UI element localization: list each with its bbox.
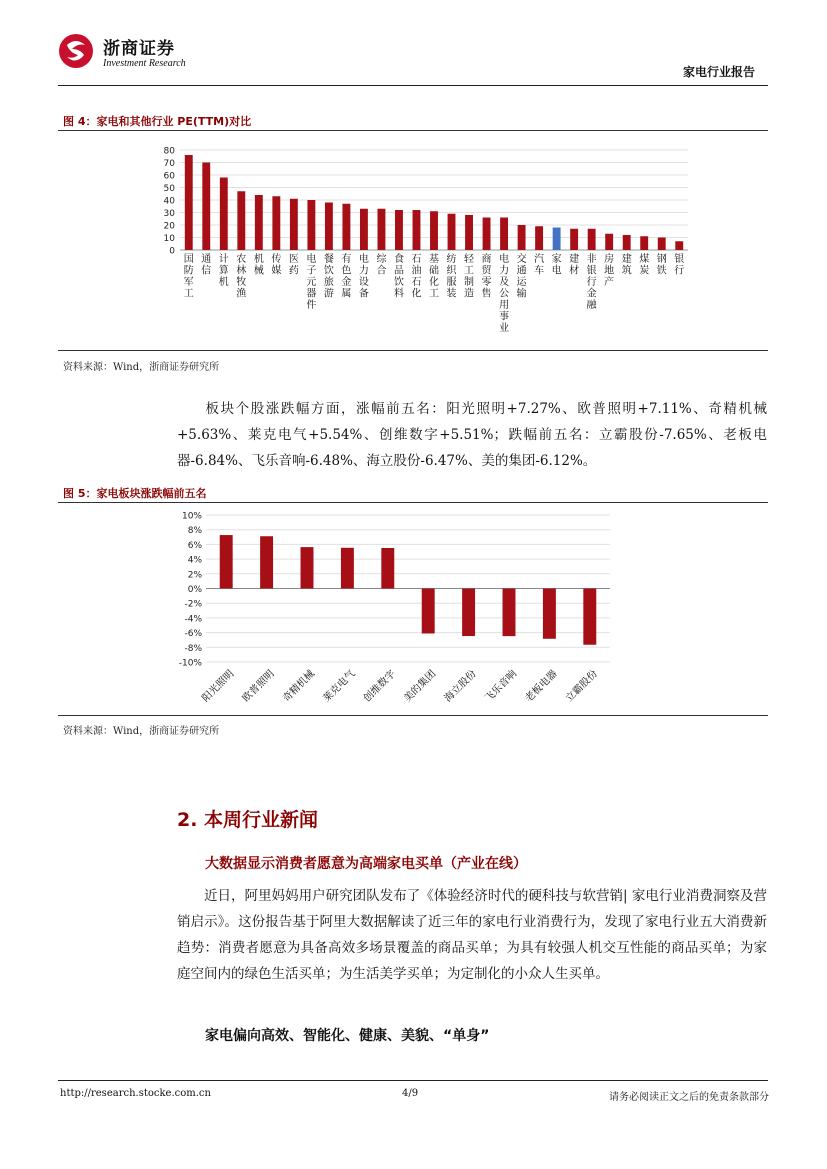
x-tick-label: 欧普照明 bbox=[240, 668, 277, 705]
performance-text: 板块个股涨跌幅方面，涨幅前五名：阳光照明+7.27%、欧普照明+7.11%、奇精机械+5.63%、莱克电气+5.54%、创维数字+5.51%；跌幅前五名：立霸股份-7.65%、老板电器-6.84%、飞乐音响-6.48%、海立股份-6.47%、美的集团-6.12%。 bbox=[177, 401, 767, 469]
bar bbox=[360, 209, 368, 250]
bar bbox=[301, 547, 314, 588]
y-tick-label: 60 bbox=[163, 171, 175, 182]
x-tick-label: 创维数字 bbox=[361, 668, 398, 705]
x-tick-label: 石油石化 bbox=[411, 254, 422, 300]
brand-tagline: Investment Research bbox=[103, 58, 186, 69]
bar bbox=[272, 196, 280, 250]
x-tick-label: 奇精机械 bbox=[281, 668, 318, 705]
footer-url: http://research.stocke.com.cn bbox=[60, 1088, 211, 1099]
y-tick-label: 0% bbox=[187, 585, 202, 595]
x-tick-label: 餐饮旅游 bbox=[323, 254, 334, 300]
figure4-source: 资料来源：Wind，浙商证券研究所 bbox=[63, 362, 220, 373]
x-tick-label: 电力设备 bbox=[358, 254, 369, 300]
y-tick-label: 8% bbox=[187, 526, 202, 537]
x-tick-label: 传媒 bbox=[271, 254, 282, 277]
y-tick-label: 70 bbox=[163, 159, 175, 169]
x-tick-label: 莱克电气 bbox=[321, 668, 358, 705]
x-tick-label: 钢铁 bbox=[656, 254, 667, 277]
x-tick-label: 汽车 bbox=[534, 254, 545, 277]
bar bbox=[588, 229, 596, 250]
x-tick-label: 农林牧渔 bbox=[236, 254, 247, 300]
bar bbox=[623, 235, 631, 250]
x-tick-label: 煤炭 bbox=[639, 254, 650, 277]
figure4-chart bbox=[150, 140, 700, 345]
y-tick-label: 4% bbox=[187, 555, 202, 566]
x-tick-label: 商贸零售 bbox=[481, 254, 492, 300]
x-tick-label: 纺织服装 bbox=[446, 254, 457, 300]
x-tick-label: 非银行金融 bbox=[586, 254, 597, 311]
bar bbox=[658, 238, 666, 251]
figure5-top-rule bbox=[58, 502, 768, 503]
y-tick-label: 20 bbox=[163, 221, 175, 232]
bar bbox=[448, 214, 456, 250]
x-tick-label: 有色金属 bbox=[341, 254, 352, 300]
x-tick-label: 国防军工 bbox=[183, 254, 194, 300]
figure4-top-rule bbox=[58, 130, 768, 131]
x-tick-label: 电子元器件 bbox=[306, 254, 317, 311]
section-title: 2. 本周行业新闻 bbox=[177, 809, 319, 831]
bar bbox=[378, 209, 386, 250]
bar bbox=[462, 589, 475, 637]
header-divider bbox=[58, 85, 768, 86]
bar bbox=[220, 178, 228, 251]
bar bbox=[220, 535, 233, 588]
bar bbox=[553, 228, 561, 251]
x-tick-label: 医药 bbox=[288, 254, 299, 277]
x-tick-label: 阳光照明 bbox=[200, 668, 237, 705]
y-tick-label: -10% bbox=[178, 658, 202, 669]
x-tick-label: 海立股份 bbox=[442, 668, 479, 705]
bar bbox=[570, 229, 578, 250]
y-tick-label: 0 bbox=[169, 246, 175, 257]
bar bbox=[640, 236, 648, 250]
x-tick-label: 机械 bbox=[253, 254, 264, 277]
bar bbox=[260, 536, 273, 588]
y-tick-label: 10 bbox=[163, 234, 175, 244]
bar bbox=[185, 155, 193, 250]
bar bbox=[237, 191, 245, 250]
y-tick-label: -6% bbox=[184, 629, 202, 640]
x-tick-label: 房地产 bbox=[604, 254, 615, 288]
x-tick-label: 建筑 bbox=[621, 254, 632, 277]
news-title: 大数据显示消费者愿意为高端家电买单（产业在线） bbox=[205, 856, 527, 872]
y-tick-label: 40 bbox=[163, 196, 175, 207]
bar bbox=[342, 204, 350, 250]
y-tick-label: -8% bbox=[184, 643, 202, 654]
y-tick-label: -4% bbox=[184, 614, 202, 625]
x-tick-label: 家电 bbox=[551, 254, 562, 277]
bar bbox=[483, 218, 491, 251]
bar bbox=[202, 163, 210, 251]
y-tick-label: 2% bbox=[187, 570, 202, 581]
bar bbox=[422, 589, 435, 634]
brand-logo-icon bbox=[58, 33, 94, 69]
figure4-bottom-rule bbox=[58, 350, 768, 351]
figure5-title: 图 5：家电板块涨跌幅前五名 bbox=[63, 487, 207, 500]
bar bbox=[543, 589, 556, 639]
bar bbox=[255, 195, 263, 250]
figure4-title: 图 4：家电和其他行业 PE(TTM)对比 bbox=[63, 115, 252, 128]
y-tick-label: 80 bbox=[163, 146, 175, 157]
x-tick-label: 综合 bbox=[376, 254, 387, 277]
bar bbox=[503, 589, 516, 637]
bar bbox=[290, 199, 298, 250]
x-tick-label: 银行 bbox=[674, 254, 685, 277]
news-text: 近日，阿里妈妈用户研究团队发布了《体验经济时代的硬科技与软营销| 家电行业消费洞察及营销启示》。这份报告基于阿里大数据解读了近三年的家电行业消费行为，发现了家电行业五大消费新趋势：消费者愿意为具备高效多场景覆盖的商品买单；为具有较强人机交互性能的商品买单；为家庭空间内的绿色生活买单；为生活美学买单；为定制化的小众人生买单。 bbox=[177, 888, 767, 982]
x-tick-label: 电力及公用事业 bbox=[499, 254, 510, 334]
bar bbox=[583, 589, 596, 645]
sub-heading: 家电偏向高效、智能化、健康、美貌、“单身” bbox=[205, 1028, 490, 1044]
bar bbox=[307, 200, 315, 250]
y-tick-label: 50 bbox=[163, 184, 175, 194]
report-type: 家电行业报告 bbox=[682, 65, 755, 79]
figure5-source: 资料来源：Wind，浙商证券研究所 bbox=[63, 726, 220, 737]
bar bbox=[500, 218, 508, 251]
figure5-chart bbox=[170, 508, 620, 713]
x-tick-label: 老板电器 bbox=[523, 668, 560, 705]
news-paragraph bbox=[177, 883, 767, 987]
bar bbox=[465, 215, 473, 250]
x-tick-label: 基础化工 bbox=[429, 254, 439, 300]
bar bbox=[535, 226, 543, 250]
y-tick-label: 10% bbox=[181, 511, 202, 522]
brand-name: 浙商证券 bbox=[103, 39, 175, 59]
x-tick-label: 飞乐音响 bbox=[483, 668, 520, 705]
footer-disclaimer: 请务必阅读正文之后的免责条款部分 bbox=[609, 1092, 769, 1103]
y-tick-label: 6% bbox=[187, 540, 202, 551]
bar bbox=[605, 234, 613, 250]
y-tick-label: -2% bbox=[184, 599, 202, 610]
bar bbox=[518, 225, 526, 250]
bar bbox=[381, 548, 394, 588]
y-tick-label: 30 bbox=[163, 209, 175, 219]
x-tick-label: 建材 bbox=[569, 254, 580, 277]
x-tick-label: 立霸股份 bbox=[563, 668, 600, 705]
bar bbox=[675, 241, 683, 250]
footer-divider bbox=[58, 1080, 768, 1081]
bar bbox=[430, 211, 438, 250]
x-tick-label: 通信 bbox=[201, 254, 212, 277]
x-tick-label: 食品饮料 bbox=[393, 254, 404, 300]
figure5-bottom-rule bbox=[58, 715, 768, 716]
x-tick-label: 美的集团 bbox=[402, 668, 439, 705]
bar bbox=[395, 210, 403, 250]
x-tick-label: 计算机 bbox=[218, 254, 229, 288]
x-tick-label: 交通运输 bbox=[516, 254, 527, 300]
x-tick-label: 轻工制造 bbox=[464, 254, 475, 300]
page-number: 4/9 bbox=[402, 1088, 419, 1099]
bar bbox=[341, 548, 354, 589]
bar bbox=[413, 210, 421, 250]
bar bbox=[325, 203, 333, 251]
body-paragraph bbox=[177, 396, 767, 474]
